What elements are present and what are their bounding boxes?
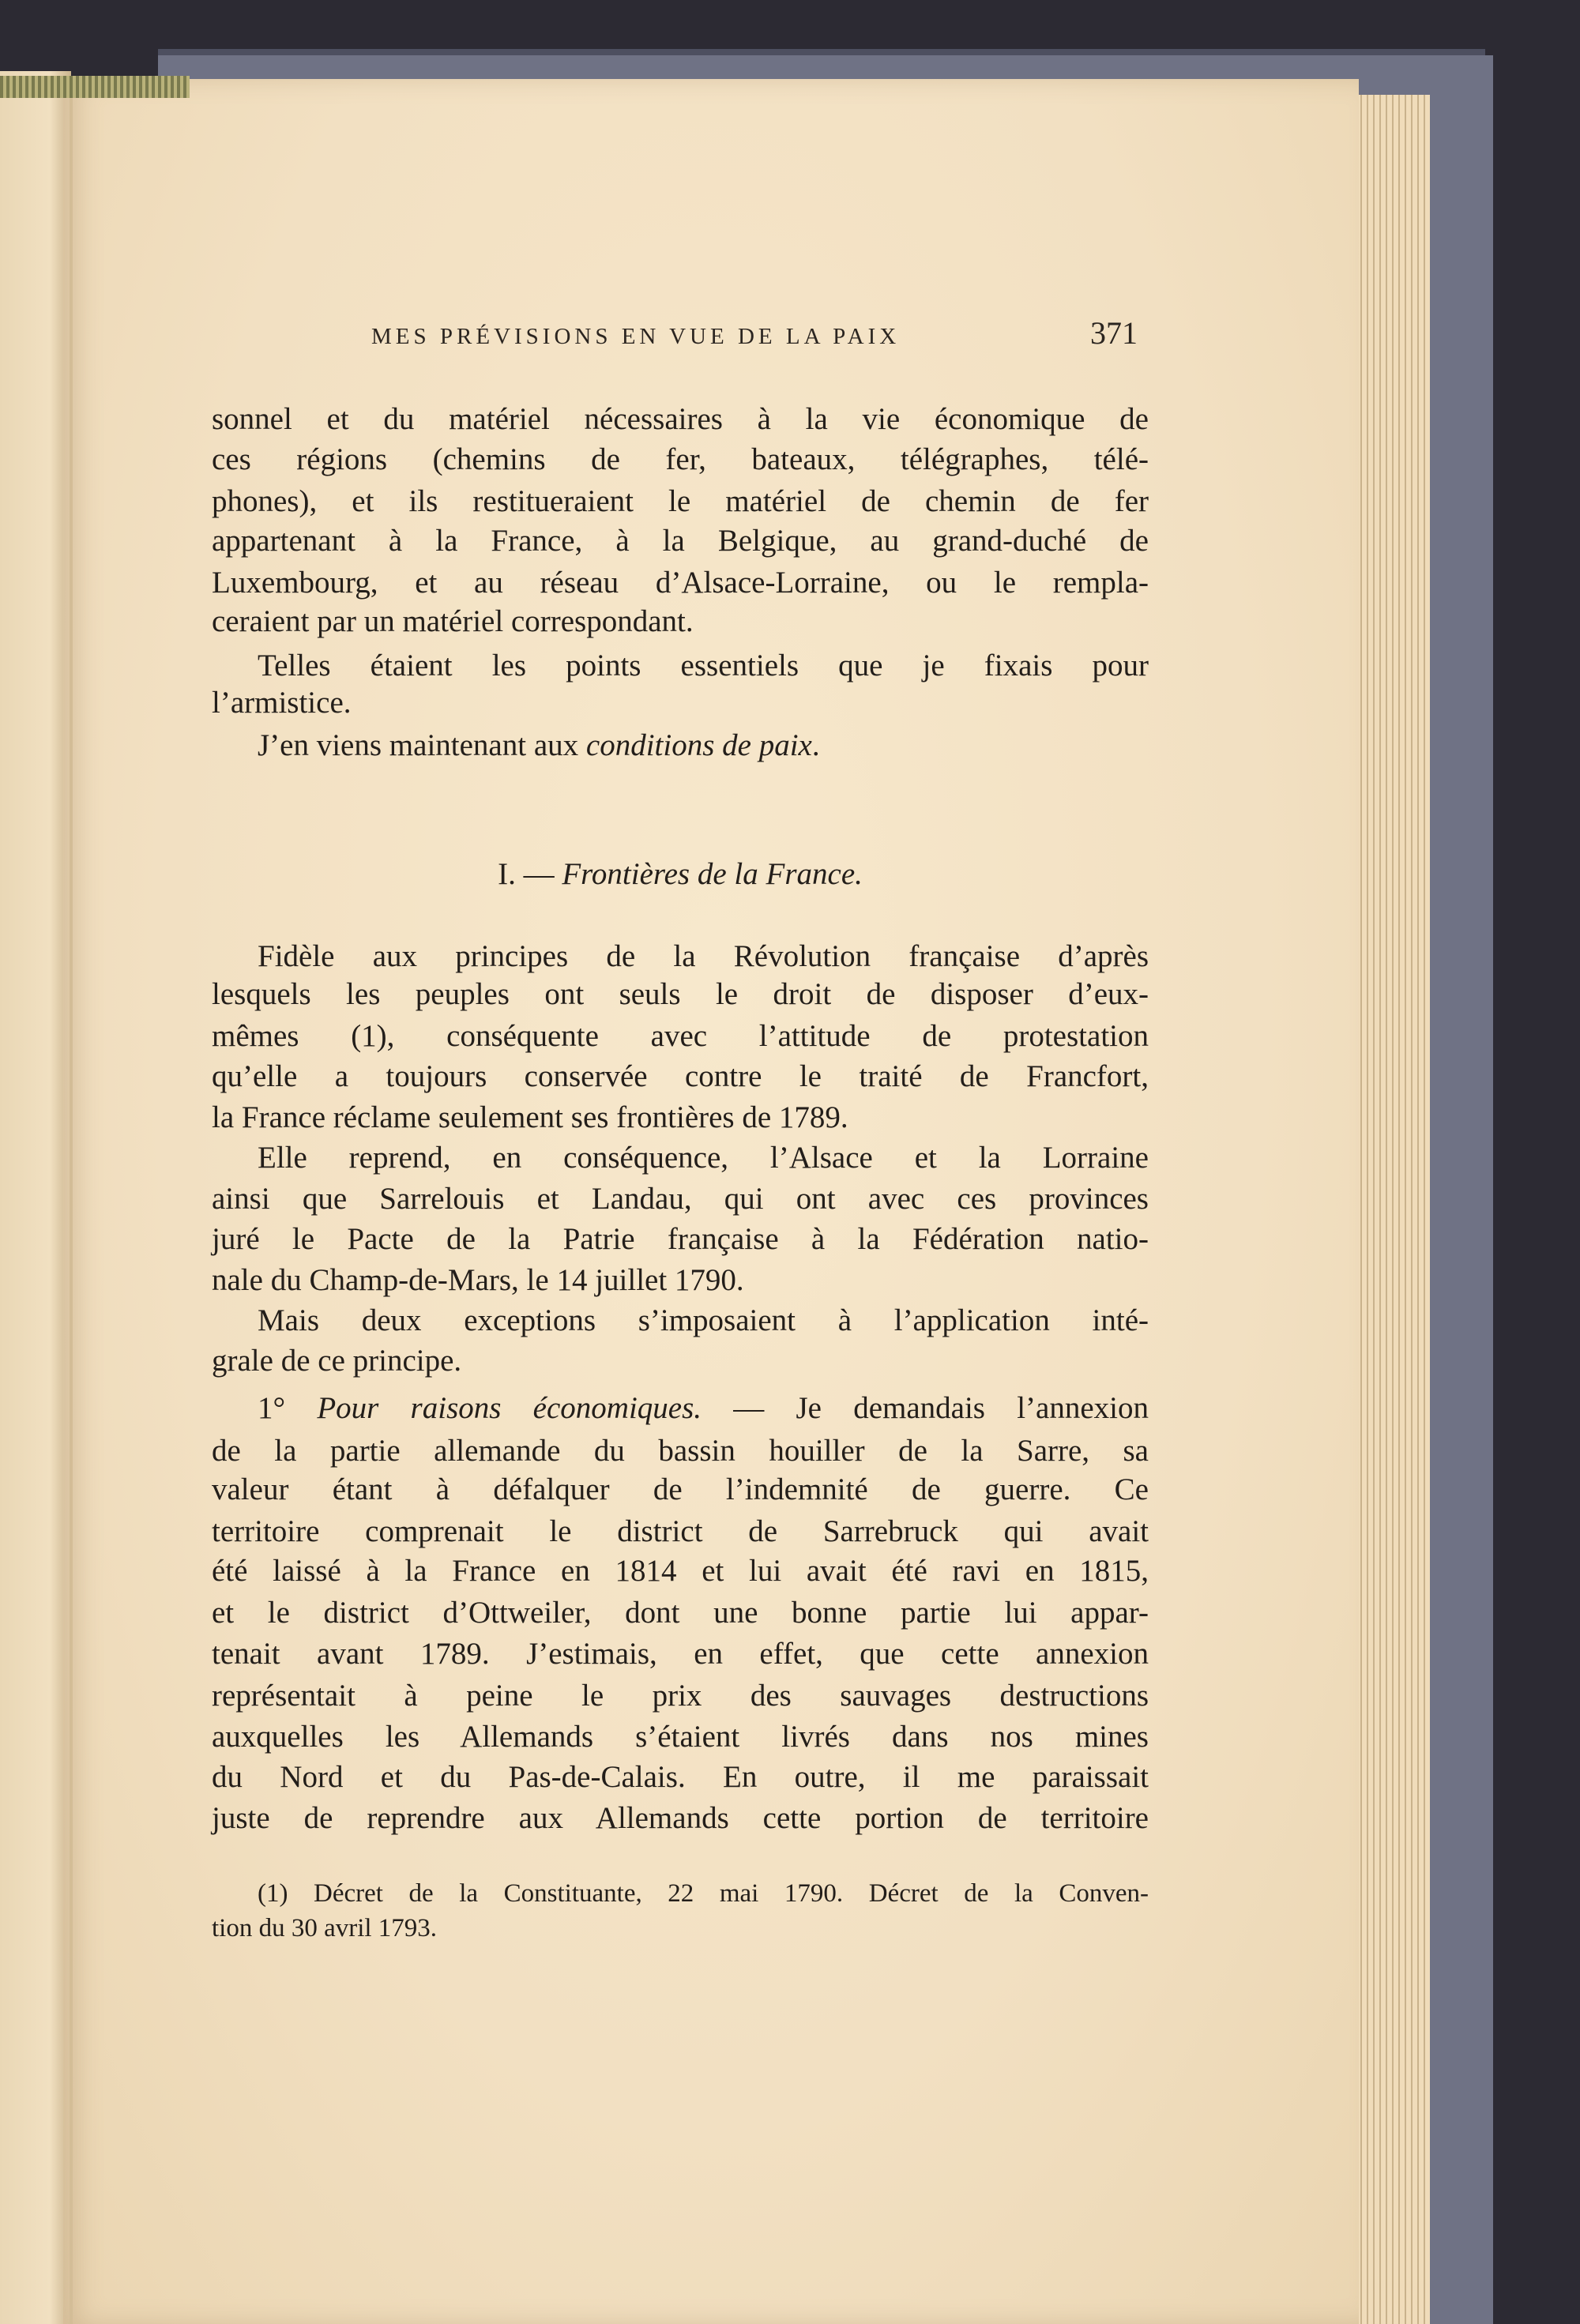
text-segment: tenait avant 1789. J’estimais, en effet, que cette annexion (212, 1637, 1149, 1671)
text-line (212, 1717, 1149, 1757)
text-segment: été laissé à la France en 1814 et lui avait été ravi en 1815, (212, 1554, 1149, 1588)
binding-thread (0, 76, 190, 98)
text-segment: tion du 30 avril 1793. (212, 1914, 438, 1942)
text-segment: I. — (498, 857, 562, 891)
text-line (212, 1799, 1149, 1838)
text-line (212, 937, 1149, 976)
text-line (212, 400, 1149, 439)
text-line (212, 602, 1149, 641)
section-heading (212, 855, 1149, 894)
text-line (212, 683, 1149, 723)
text-segment: ainsi que Sarrelouis et Landau, qui ont avec ces provinces (212, 1182, 1149, 1216)
text-line (212, 440, 1149, 479)
text-line (212, 646, 1149, 686)
text-line (212, 1261, 1149, 1300)
text-segment: la France réclame seulement ses frontières de 1789. (212, 1100, 848, 1134)
text-line (212, 1758, 1149, 1797)
text-line (212, 1057, 1149, 1096)
text-line (212, 1676, 1149, 1716)
text-line (212, 563, 1149, 603)
text-segment: ceraient par un matériel correspondant. (212, 604, 694, 638)
text-segment: l’armistice. (212, 686, 352, 720)
text-line (212, 1551, 1149, 1591)
gutter (70, 79, 73, 2324)
text-line (212, 1301, 1149, 1341)
text-segment: Telles étaient les points essentiels que je fixais pour (258, 649, 1149, 683)
text-line (212, 1179, 1149, 1219)
text-segment: auxquelles les Allemands s’étaient livrés dans nos mines (212, 1720, 1149, 1754)
text-segment: . (811, 728, 820, 762)
italic-text: conditions de paix (585, 728, 812, 762)
text-line (212, 1017, 1149, 1056)
text-segment: grale de ce principe. (212, 1344, 462, 1378)
text-segment: 1° (258, 1391, 318, 1425)
text-segment: mêmes (1), conséquente avec l’attitude de protestation (212, 1019, 1149, 1053)
text-line (212, 1470, 1149, 1510)
text-line (212, 482, 1149, 521)
text-segment: sonnel et du matériel nécessaires à la vie économique de (212, 402, 1149, 436)
text-segment: appartenant à la France, à la Belgique, au grand-duché de (212, 524, 1149, 558)
text-segment: (1) Décret de la Constituante, 22 mai 1790. Décret de la Conven- (258, 1879, 1149, 1908)
text-line (212, 521, 1149, 561)
text-segment: valeur étant à défalquer de l’indemnité de guerre. Ce (212, 1472, 1149, 1506)
text-segment: Fidèle aux principes de la Révolution française d’après (258, 939, 1149, 973)
footnote-line (212, 1874, 1149, 1913)
text-segment: qu’elle a toujours conservée contre le traité de Francfort, (212, 1059, 1149, 1093)
text-line (212, 1389, 1149, 1428)
text-line (212, 1341, 1149, 1381)
text-segment: Elle reprend, en conséquence, l’Alsace et la Lorraine (258, 1141, 1149, 1175)
text-segment: et le district d’Ottweiler, dont une bonne partie lui appar- (212, 1596, 1149, 1630)
text-segment: — Je demandais l’annexion (702, 1391, 1149, 1425)
text-segment: ces régions (chemins de fer, bateaux, télégraphes, télé- (212, 442, 1149, 476)
text-line (212, 1634, 1149, 1674)
text-line (212, 1220, 1149, 1259)
text-segment: de la partie allemande du bassin houiller de la Sarre, sa (212, 1434, 1149, 1468)
left-page-edge (0, 71, 71, 2324)
text-line (212, 726, 1149, 765)
text-line (212, 1431, 1149, 1471)
text-line (212, 1138, 1149, 1178)
text-segment: lesquels les peuples ont seuls le droit de disposer d’eux- (212, 977, 1149, 1011)
text-segment: Luxembourg, et au réseau d’Alsace-Lorraine, ou le rempla- (212, 566, 1149, 600)
text-segment: juste de reprendre aux Allemands cette portion de territoire (212, 1801, 1149, 1835)
running-title: MES PRÉVISIONS EN VUE DE LA PAIX (371, 324, 901, 349)
text-segment: représentait à peine le prix des sauvages destructions (212, 1679, 1149, 1713)
text-line (212, 1593, 1149, 1633)
text-line (212, 1098, 1149, 1138)
text-segment: phones), et ils restitueraient le matériel de chemin de fer (212, 484, 1149, 518)
text-line (212, 1512, 1149, 1551)
text-segment: Mais deux exceptions s’imposaient à l’application inté- (258, 1303, 1149, 1337)
text-segment: J’en viens maintenant aux (258, 728, 586, 762)
text-segment: juré le Pacte de la Patrie française à la Fédération natio- (212, 1222, 1149, 1256)
text-segment: du Nord et du Pas-de-Calais. En outre, il me paraissait (212, 1760, 1149, 1794)
text-line (212, 975, 1149, 1014)
italic-text: Frontières de la France. (562, 857, 863, 891)
footnote-line (212, 1908, 1149, 1948)
page-number: 371 (1090, 315, 1138, 351)
text-segment: nale du Champ-de-Mars, le 14 juillet 1790. (212, 1263, 744, 1297)
italic-text: Pour raisons économiques. (317, 1391, 702, 1425)
text-segment: territoire comprenait le district de Sarrebruck qui avait (212, 1514, 1149, 1548)
